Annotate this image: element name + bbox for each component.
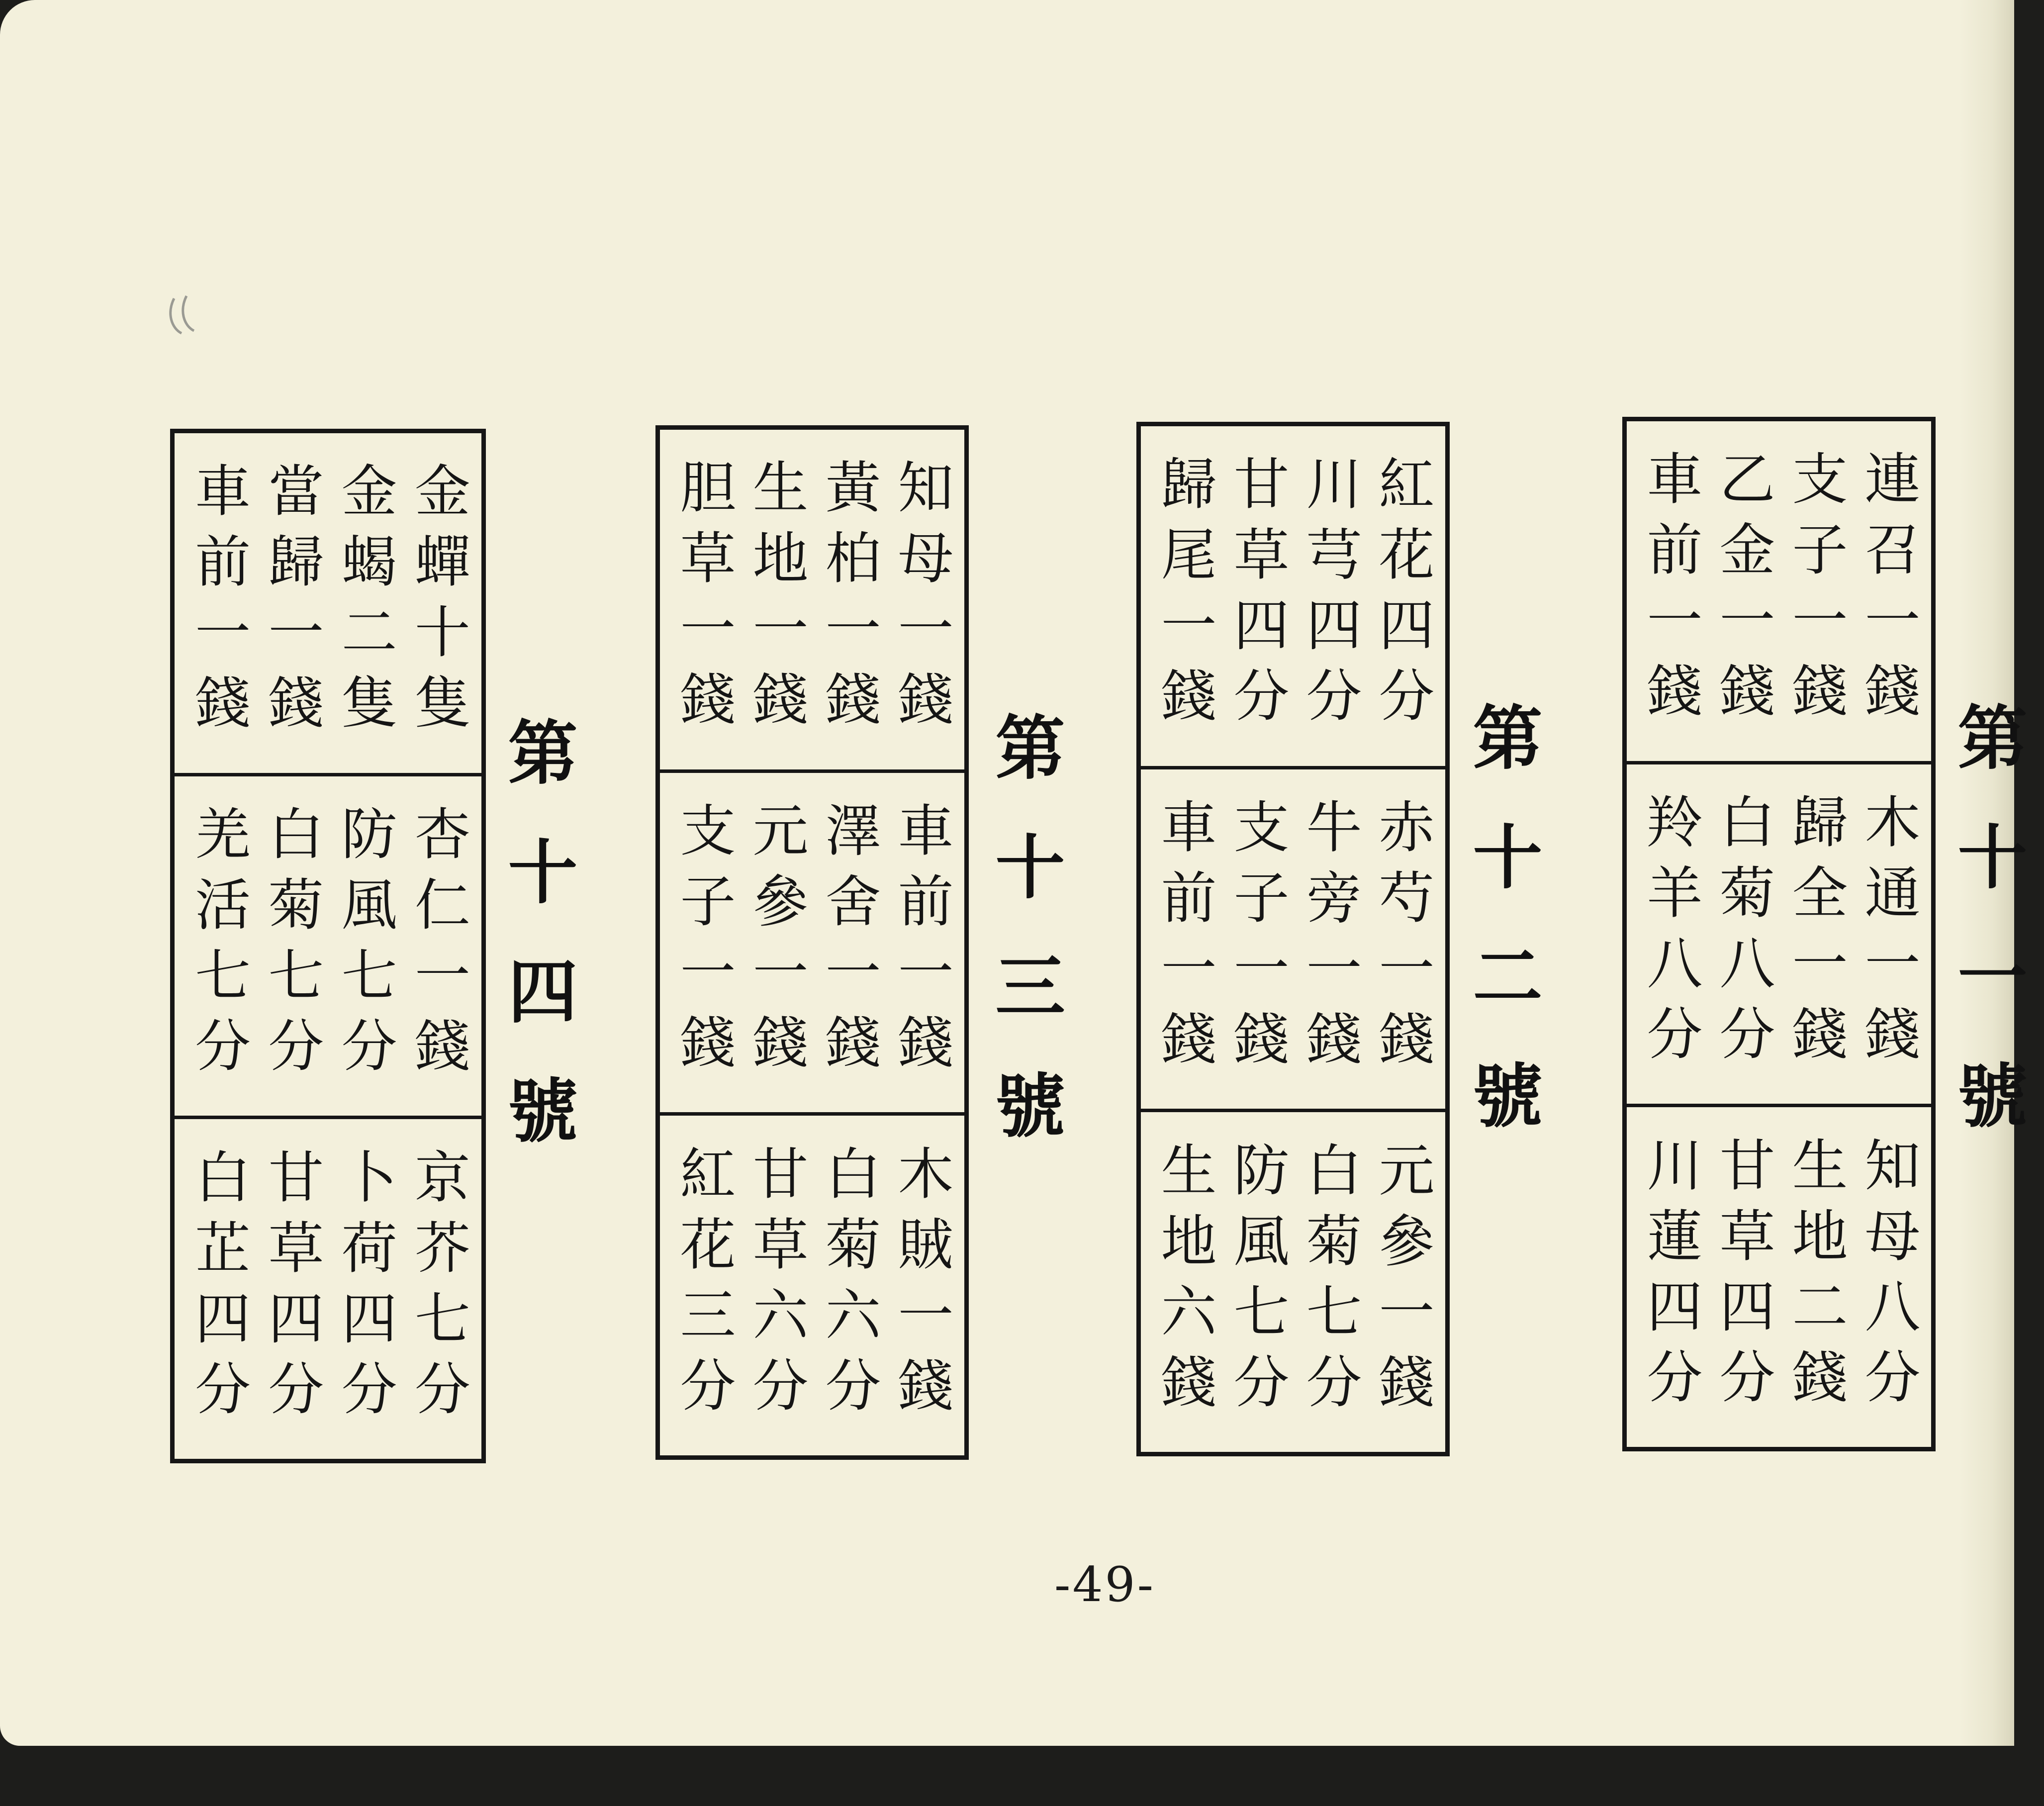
ingredient-entry: 知母八分	[1856, 1136, 1920, 1419]
ingredient-entry: 羌活七分	[186, 805, 251, 1087]
ingredient-entry: 木通一錢	[1856, 793, 1920, 1075]
ingredient-entry: 白菊七分	[259, 805, 324, 1087]
ingredient-entry: 胆草一錢	[671, 458, 736, 741]
prescription-section	[175, 1116, 481, 1459]
pencil-mark	[164, 293, 209, 338]
ingredient-entry: 生地六錢	[1152, 1141, 1216, 1424]
prescription-section	[1627, 761, 1931, 1104]
ingredient-entry: 甘草六分	[743, 1144, 808, 1427]
prescription-section	[1141, 766, 1445, 1109]
ingredient-entry: 牛旁一錢	[1297, 798, 1362, 1080]
prescription-section	[660, 430, 964, 769]
ingredient-entry: 木賊一錢	[889, 1144, 953, 1427]
ingredient-entry: 甘草四分	[259, 1147, 324, 1430]
ingredient-entry: 防風七分	[1224, 1141, 1289, 1424]
prescription-section	[1141, 426, 1445, 766]
ingredient-entry: 支子一錢	[671, 801, 736, 1084]
ingredient-entry: 當歸一錢	[259, 462, 324, 745]
ingredient-entry: 生地二錢	[1783, 1136, 1848, 1419]
ingredient-entry: 生地一錢	[743, 458, 808, 741]
ingredient-entry: 元參一錢	[743, 801, 808, 1084]
ingredient-entry: 車前一錢	[1638, 450, 1702, 733]
page-number: -49-	[1054, 1557, 1156, 1613]
prescription-section	[1627, 1104, 1931, 1447]
ingredient-entry: 澤舍一錢	[816, 801, 881, 1084]
ingredient-entry: 車前一錢	[889, 801, 953, 1084]
prescription-box-12	[1136, 422, 1450, 1456]
prescription-section	[175, 433, 481, 773]
ingredient-entry: 車前一錢	[1152, 798, 1216, 1080]
prescription-box-13	[655, 425, 969, 1460]
prescription-title-11: 第十一號	[1946, 701, 2028, 1179]
prescription-section	[1141, 1109, 1445, 1452]
ingredient-entry: 支子一錢	[1783, 450, 1848, 733]
ingredient-entry: 杏仁一錢	[405, 805, 470, 1087]
ingredient-entry: 歸全一錢	[1783, 793, 1848, 1075]
ingredient-entry: 羚羊八分	[1638, 793, 1702, 1075]
prescription-section	[175, 773, 481, 1116]
ingredient-entry: 支子一錢	[1224, 798, 1289, 1080]
prescription-title-12: 第十二號	[1461, 701, 1543, 1179]
ingredient-entry: 甘草四分	[1224, 455, 1289, 738]
ingredient-entry: 元參一錢	[1370, 1141, 1434, 1424]
ingredient-entry: 知母一錢	[889, 458, 953, 741]
ingredient-entry: 金蝎二隻	[332, 462, 397, 745]
ingredient-entry: 卜荷四分	[332, 1147, 397, 1430]
prescription-box-11	[1622, 417, 1936, 1451]
ingredient-entry: 川芎四分	[1297, 455, 1362, 738]
ingredient-entry: 乙金一錢	[1710, 450, 1775, 733]
ingredient-entry: 金蟬十隻	[405, 462, 470, 745]
prescription-title-14: 第十四號	[496, 716, 578, 1194]
ingredient-entry: 白菊六分	[816, 1144, 881, 1427]
ingredient-entry: 白菊七分	[1297, 1141, 1362, 1424]
ingredient-entry: 防風七分	[332, 805, 397, 1087]
prescription-box-14	[170, 429, 486, 1463]
ingredient-entry: 連召一錢	[1856, 450, 1920, 733]
ingredient-entry: 赤芍一錢	[1370, 798, 1434, 1080]
ingredient-entry: 甘草四分	[1710, 1136, 1775, 1419]
ingredient-entry: 白芷四分	[186, 1147, 251, 1430]
ingredient-entry: 黃柏一錢	[816, 458, 881, 741]
ingredient-entry: 紅花三分	[671, 1144, 736, 1427]
prescription-section	[1627, 421, 1931, 761]
ingredient-entry: 紅花四分	[1370, 455, 1434, 738]
prescription-section	[660, 769, 964, 1113]
prescription-title-13: 第十三號	[984, 711, 1065, 1189]
ingredient-entry: 車前一錢	[186, 462, 251, 745]
ingredient-entry: 京芥七分	[405, 1147, 470, 1430]
ingredient-entry: 白菊八分	[1710, 793, 1775, 1075]
ingredient-entry: 川蓮四分	[1638, 1136, 1702, 1419]
ingredient-entry: 歸尾一錢	[1152, 455, 1216, 738]
prescription-section	[660, 1112, 964, 1455]
